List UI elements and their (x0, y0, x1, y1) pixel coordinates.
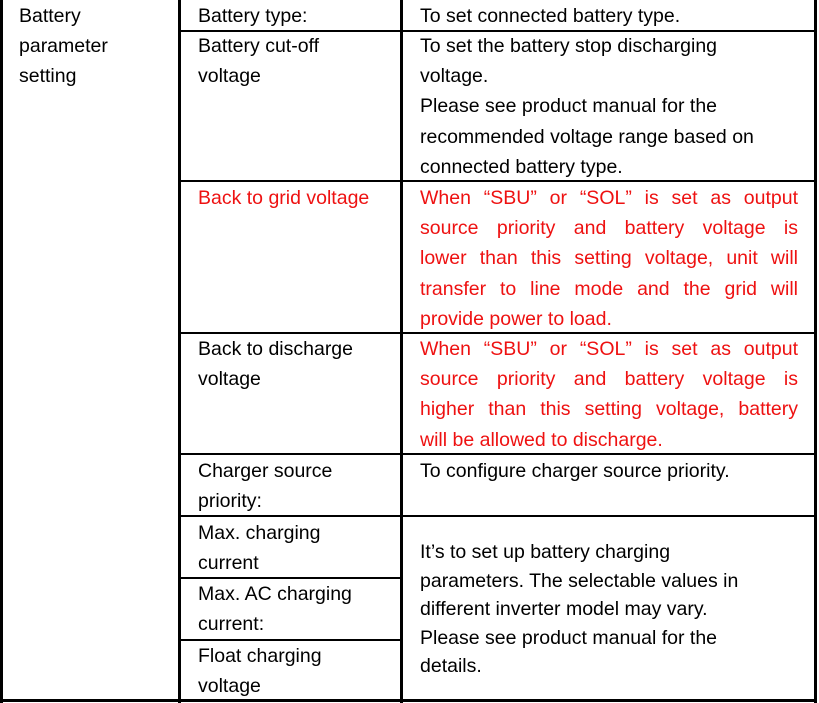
param-name-back-to-grid-voltage: Back to grid voltage (198, 187, 370, 209)
param-name-battery-cutoff-voltage: Battery cut-off voltage (198, 35, 320, 88)
column-divider-2 (400, 0, 403, 703)
param-name-battery-type: Battery type: (198, 5, 308, 27)
param-name-max-ac-charging-current: Max. AC charging current: (198, 583, 352, 636)
table-border-right (814, 0, 817, 703)
param-desc-battery-type: To set connected battery type. (420, 5, 681, 27)
column-divider-1 (178, 0, 181, 703)
param-name-back-to-discharge-voltage: Back to discharge voltage (198, 338, 354, 391)
param-desc-battery-cutoff-voltage: To set the battery stop discharging voltage. Please see product manual for the recommended voltage range based on connected battery type. (420, 35, 754, 178)
table-border-bottom (0, 699, 817, 702)
param-name-float-charging-voltage: Float charging voltage (198, 645, 322, 698)
param-name-max-charging-current: Max. charging current (198, 522, 321, 575)
param-desc-back-to-grid-voltage: When “SBU” or “SOL” is set as output source priority and battery voltage is lower than this setting voltage, unit will transfer to line mode and the grid will provide power to load. (420, 187, 798, 330)
param-desc-charging-parameters: It’s to set up battery charging parameters. The selectable values in different inverter model may vary. Please see product manual for the details. (420, 541, 739, 678)
param-desc-back-to-discharge-voltage: When “SBU” or “SOL” is set as output source priority and battery voltage is higher than this setting voltage, battery will be allowed to discharge. (420, 338, 798, 451)
param-name-charger-source-priority: Charger source priority: (198, 460, 333, 513)
table-border-left (0, 0, 3, 703)
param-desc-charger-source-priority: To configure charger source priority. (420, 460, 730, 482)
section-label: Battery parameter setting (19, 5, 108, 88)
